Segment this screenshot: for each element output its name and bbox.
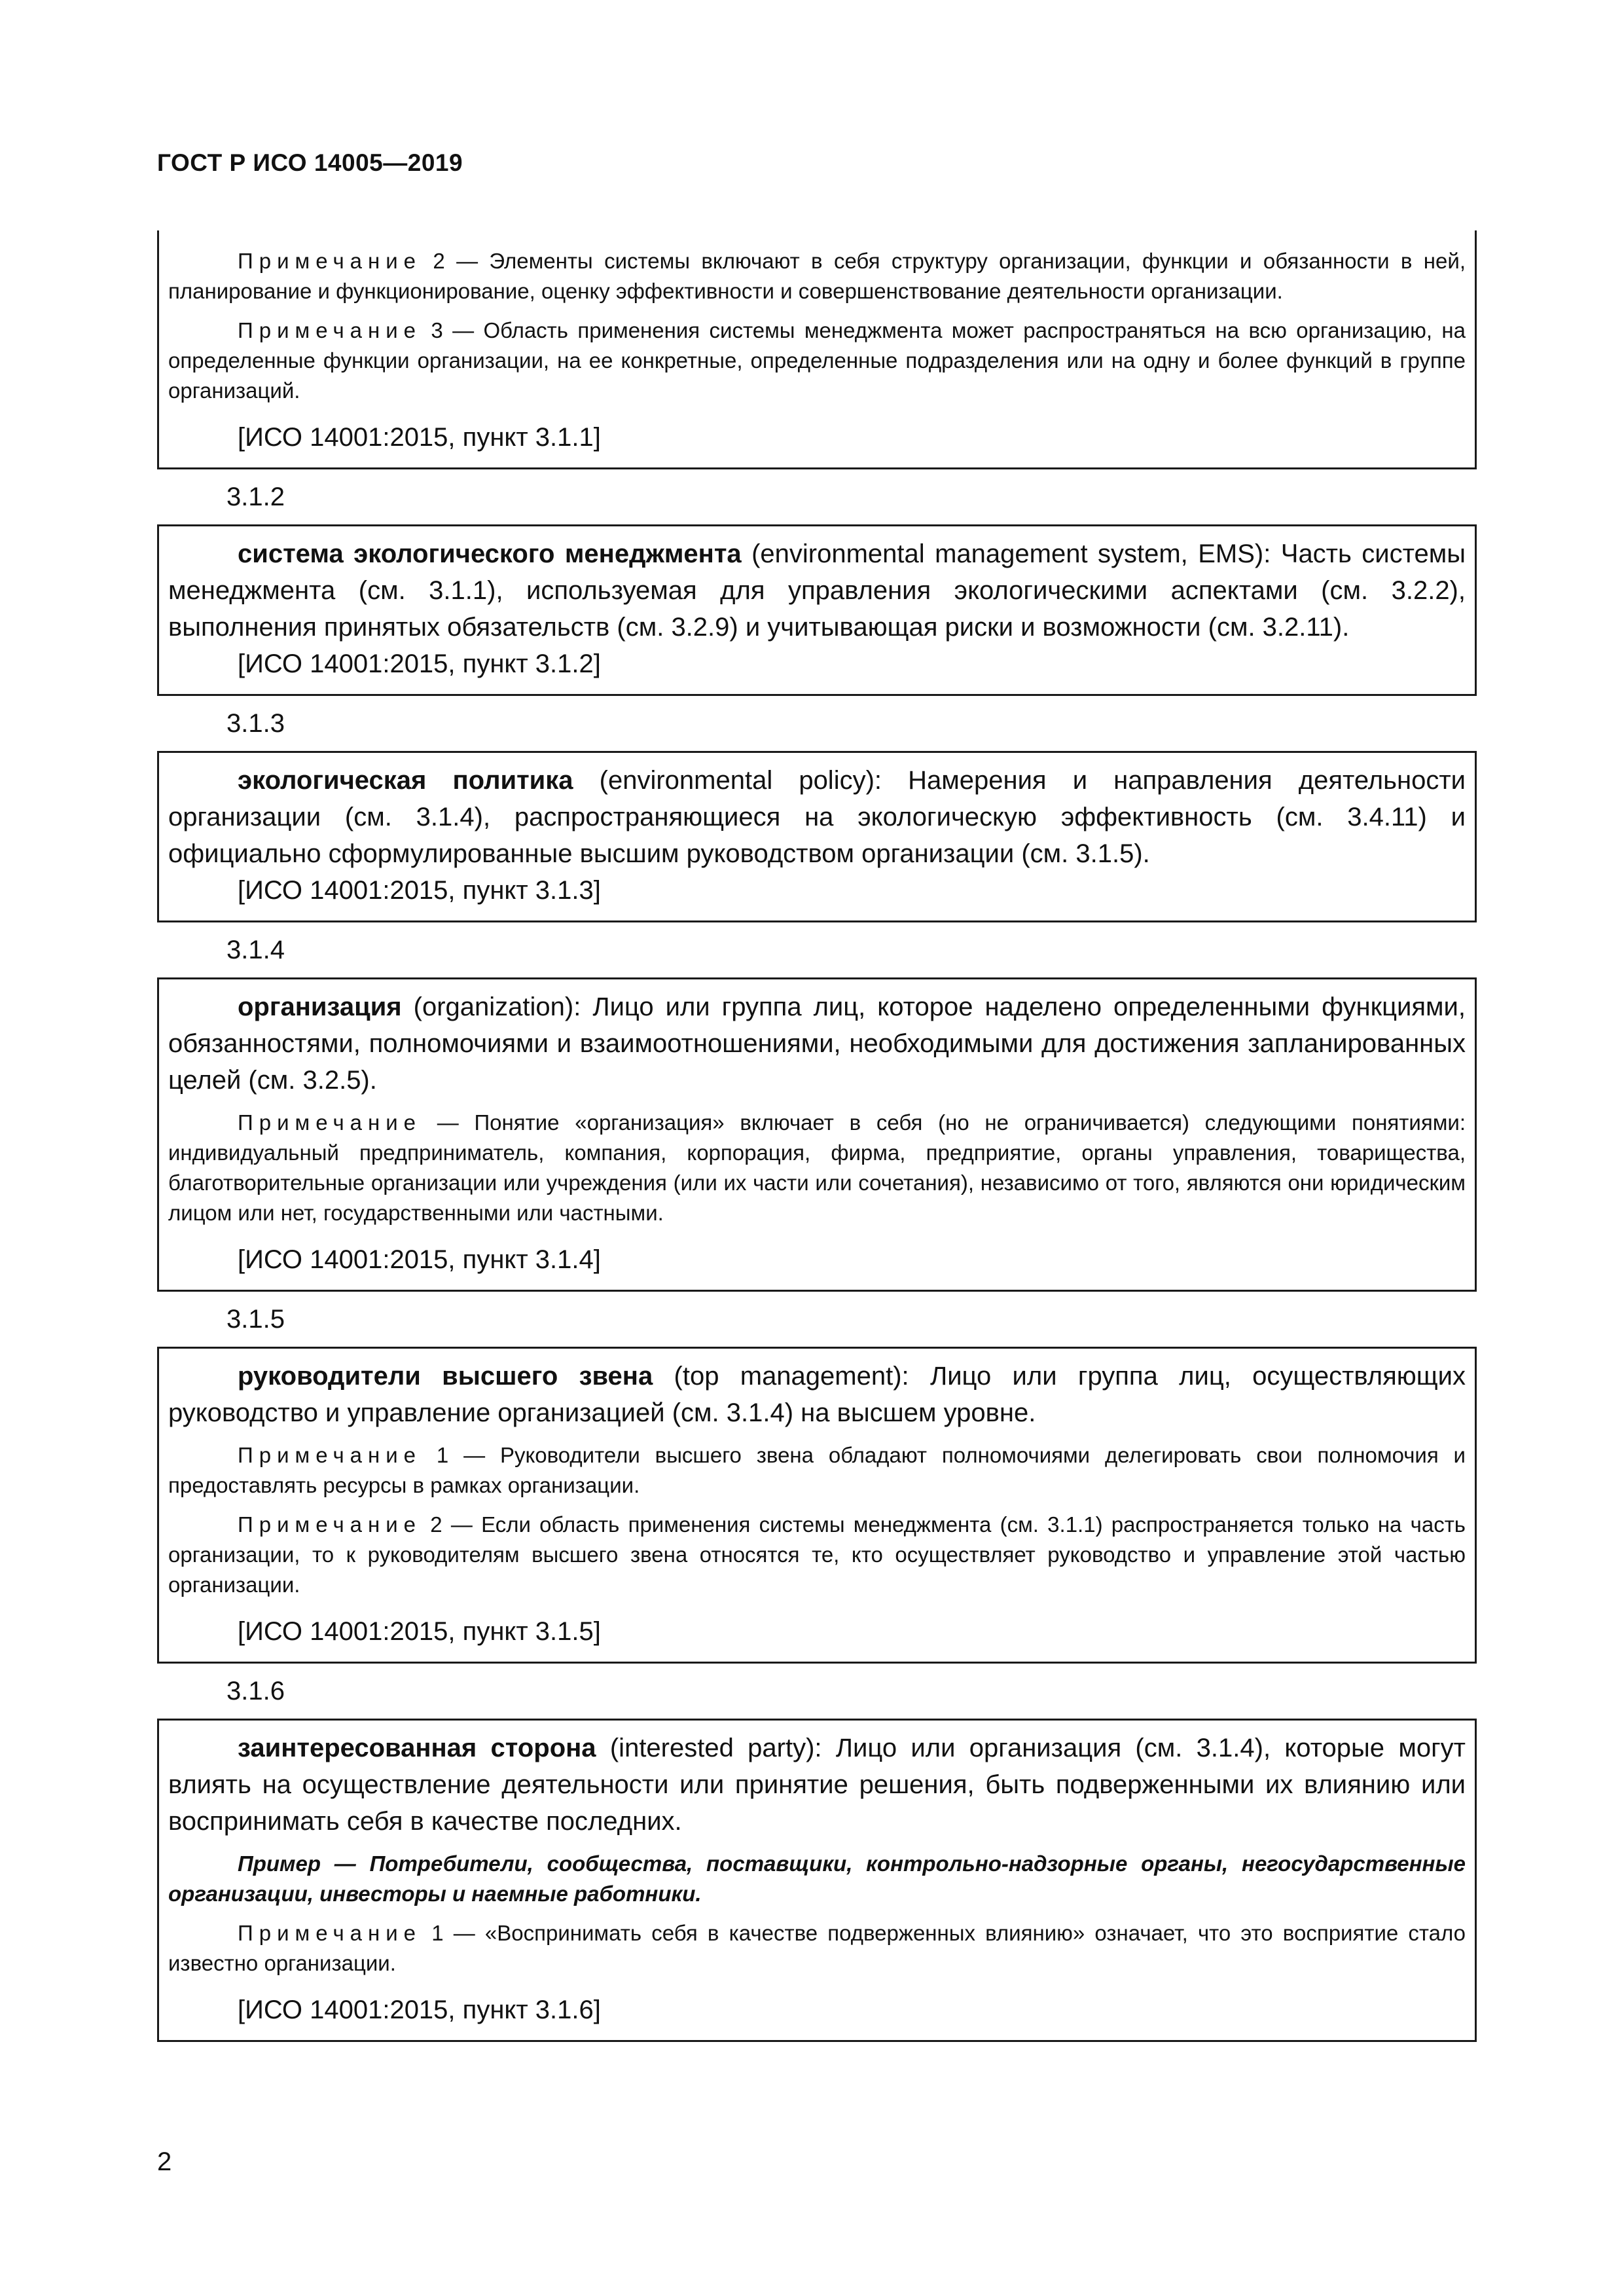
term-block-3-1-3 [157,751,1477,922]
source-reference: [ИСО 14001:2015, пункт 3.1.6] [238,1995,601,2024]
note [168,1108,1466,1228]
term-number: 3.1.2 [226,483,285,511]
definition-text: (interested party): Лицо или организация (см. 3.1.4), которые могут влиять на осуществление деятельности или принятие решения, быть подверженными их влиянию или воспринимать себя в качестве последних. [168,1734,1466,1836]
definition-text: (environmental management system, EMS): Часть системы менеджмента (см. 3.1.1), используемая для управления экологическими аспектами (см. 3.2.2), выполнения принятых обязательств (см. 3.2.9) и учитывающая риски и возможности (см. 3.2.11). [168,539,1466,642]
note-label: Примечание [238,249,422,273]
term-number: 3.1.4 [226,936,285,964]
term-definition [168,1358,1466,1431]
note-text: 2 — Элементы системы включают в себя структуру организации, функции и обязанности в ней, планирование и функционирование, оценку эффективности и совершенствование деятельности организации. [168,249,1466,303]
term-name: экологическая политика [238,766,573,795]
note [168,246,1466,306]
note-label: Примечание [238,1110,422,1135]
term-definition [168,762,1466,872]
definition-text: (environmental policy): Намерения и направления деятельности организации (см. 3.1.4), распространяющиеся на экологическую эффективность (см. 3.4.11) и официально сформулированные высшим руководством организации (см. 3.1.5). [168,766,1466,868]
term-number: 3.1.6 [226,1677,285,1705]
document-content [157,230,1477,2042]
source-reference: [ИСО 14001:2015, пункт 3.1.2] [238,649,601,678]
term-definition [168,536,1466,646]
note-text: — Понятие «организация» включает в себя (но не ограничивается) следующими понятиями: индивидуальный предприниматель, компания, корпорация, фирма, предприятие, органы управления, товарищества, благотворительные организации или учреждения (или их части или сочетания), независимо от того, являются они юридическим лицом или нет, государственными или частными. [168,1110,1466,1225]
term-block-3-1-4 [157,977,1477,1292]
term-number: 3.1.5 [226,1305,285,1334]
example: Пример — Потребители, сообщества, поставщики, контрольно-надзорные органы, негосударственные организации, инвесторы и наемные работники. [168,1851,1466,1906]
term-block-3-1-5 [157,1347,1477,1664]
document-header-title: ГОСТ Р ИСО 14005—2019 [157,149,463,176]
note-label: Примечание [238,1921,422,1945]
note-label: Примечание [238,1512,422,1537]
term-name: заинтересованная сторона [238,1734,596,1762]
definition-text: (top management): Лицо или группа лиц, осуществляющих руководство и управление организацией (см. 3.1.4) на высшем уровне. [168,1362,1466,1427]
note [168,316,1466,406]
term-number: 3.1.3 [226,709,285,738]
source-reference: [ИСО 14001:2015, пункт 3.1.4] [238,1245,601,1274]
source-reference: [ИСО 14001:2015, пункт 3.1.1] [238,423,601,452]
note [168,1510,1466,1600]
note [168,1440,1466,1501]
page-number: 2 [157,2147,172,2176]
definition-text: (organization): Лицо или группа лиц, которое наделено определенными функциями, обязанностями, полномочиями и взаимоотношениями, необходимыми для достижения запланированных целей (см. 3.2.5). [168,993,1466,1095]
note-text: 1 — Руководители высшего звена обладают полномочиями делегировать свои полномочия и предоставлять ресурсы в рамках организации. [168,1443,1466,1497]
note-label: Примечание [238,1443,422,1467]
source-reference: [ИСО 14001:2015, пункт 3.1.3] [238,876,601,905]
term-definition [168,989,1466,1099]
note-text: 2 — Если область применения системы менеджмента (см. 3.1.1) распространяется только на часть организации, то к руководителям высшего звена относятся те, кто осуществляет руководство и управление этой частью организации. [168,1512,1466,1597]
note [168,1918,1466,1978]
term-block-3-1-1-continued [157,230,1477,469]
note-text: 3 — Область применения системы менеджмента может распространяться на всю организацию, на определенные функции организации, на ее конкретные, определенные подразделения или на одну и более функций в группе организаций. [168,318,1466,403]
term-definition [168,1730,1466,1840]
source-reference: [ИСО 14001:2015, пункт 3.1.5] [238,1617,601,1646]
note-label: Примечание [238,318,422,342]
term-name: руководители высшего звена [238,1362,653,1391]
term-block-3-1-6 [157,1719,1477,2042]
note-text: 1 — «Воспринимать себя в качестве подверженных влиянию» означает, что это восприятие стало известно организации. [168,1921,1466,1975]
term-block-3-1-2 [157,524,1477,696]
term-name: система экологического менеджмента [238,539,742,568]
term-name: организация [238,993,402,1021]
